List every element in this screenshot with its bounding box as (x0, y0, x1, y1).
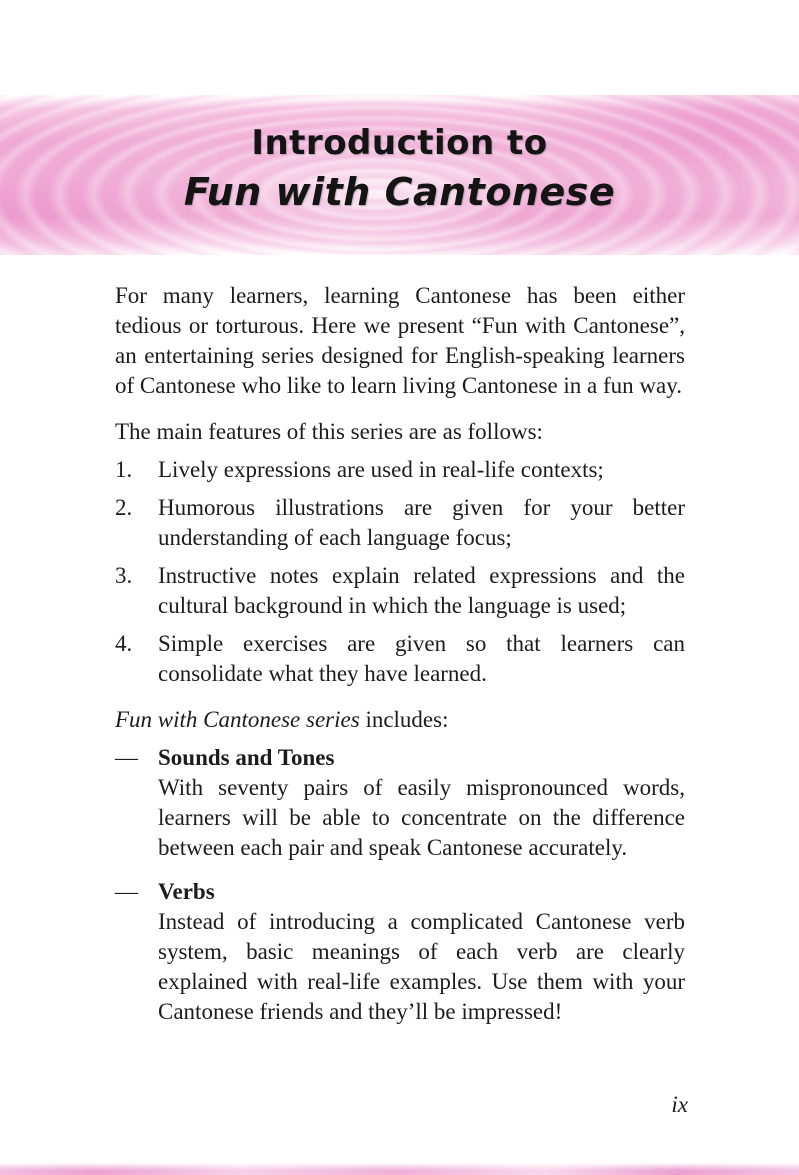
intro-paragraph: For many learners, learning Cantonese has been either tedious or torturous. Here we present “Fun with Cantonese”, an entertaining series designed for English-speaking learners of Cantonese who like to learn living Cantonese in a fun way. (115, 283, 685, 398)
page-number: ix (671, 1092, 688, 1117)
feature-item-3 (115, 561, 685, 621)
bottom-decoration-strip (0, 1163, 799, 1175)
series-includes-rest: includes: (359, 707, 449, 732)
feature-number: 3. (115, 563, 133, 588)
feature-item-4 (115, 629, 685, 689)
series-item-description: With seventy pairs of easily mispronounced words, learners will be able to concentrate on the difference between each pair and speak Cantonese accurately. (158, 775, 685, 860)
features-intro-line: The main features of this series are as follows: (115, 419, 543, 444)
series-item-body (158, 877, 685, 1027)
series-item-description: Instead of introducing a complicated Cantonese verb system, basic meanings of each verb are clearly explained with real-life examples. Use them with your Cantonese friends and they’ll be impressed! (158, 909, 685, 1024)
em-dash: — (115, 745, 138, 770)
body-text (115, 281, 685, 1027)
series-name-italic: Fun with Cantonese series (115, 707, 360, 732)
feature-number: 2. (115, 495, 133, 520)
feature-text: Lively expressions are used in real-life contexts; (158, 457, 604, 482)
feature-number: 4. (115, 631, 133, 656)
series-includes-line (115, 705, 685, 735)
series-item-title: Verbs (158, 879, 215, 904)
feature-text: Simple exercises are given so that learners can consolidate what they have learned. (158, 631, 685, 686)
series-item-verbs (115, 877, 685, 1027)
series-item-title: Sounds and Tones (158, 745, 335, 770)
feature-number: 1. (115, 457, 133, 482)
page-title: Introduction to (251, 123, 548, 163)
feature-text: Humorous illustrations are given for your better understanding of each language focus; (158, 495, 685, 550)
feature-text: Instructive notes explain related expressions and the cultural background in which the language is used; (158, 563, 685, 618)
page-title-series-name: Fun with Cantonese (183, 170, 616, 214)
series-item-sounds-and-tones (115, 743, 685, 863)
em-dash: — (115, 879, 138, 904)
title-banner (0, 95, 799, 255)
feature-item-2 (115, 493, 685, 553)
series-item-body (158, 743, 685, 863)
feature-item-1 (115, 455, 685, 485)
